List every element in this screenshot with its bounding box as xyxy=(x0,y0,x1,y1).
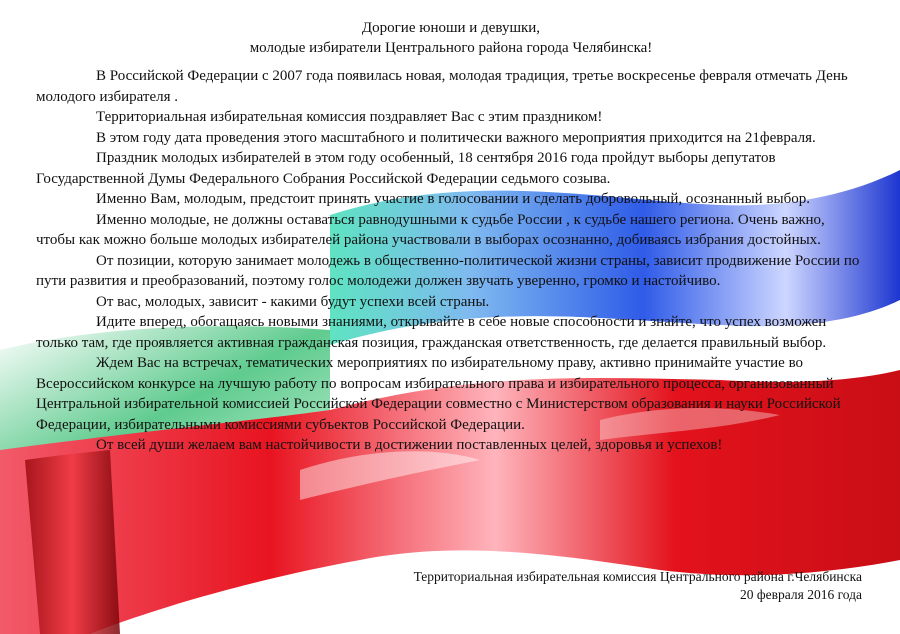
signature-date: 20 февраля 2016 года xyxy=(740,587,862,602)
flag-red-fold xyxy=(25,450,120,634)
letter-heading xyxy=(36,18,866,58)
paragraph: От позиции, которую занимает молодежь в общественно-политической жизни страны, зависит продвижение России по пути развития и преобразований, поэтому голос молодежи должен звучать уверенно, громко и настойчиво. xyxy=(36,252,860,289)
paragraph: Праздник молодых избирателей в этом году особенный, 18 сентября 2016 года пройдут выборы депутатов Государственной Думы Федерального Собрания Российской Федерации седьмого созыва. xyxy=(36,150,776,187)
heading-line-2: молодые избиратели Центрального района города Челябинска! xyxy=(249,40,653,56)
paragraph: Идите вперед, обогащаясь новыми знаниями, открывайте в себе новые способности и знайте, что успех возможен только там, где проявляется активная гражданская позиция, гражданская ответственность, где делается правильный выбор. xyxy=(36,314,827,351)
signature-org: Территориальная избирательная комиссия Центрального района г.Челябинска xyxy=(413,569,862,584)
paragraph: В этом году дата проведения этого масштабного и политически важного мероприятия приходится на 21февраля. xyxy=(96,129,816,146)
paragraph: Именно молодые, не должны оставаться равнодушными к судьбе России , к судьбе нашего региона. Очень важно, чтобы как можно больше молодых избирателей района участвовали в выборах осознанно, добиваясь избрания достойных. xyxy=(36,211,825,248)
paragraph: Именно Вам, молодым, предстоит принять участие в голосовании и сделать добровольный, осознанный выбор. xyxy=(96,191,810,207)
congratulation-letter xyxy=(36,18,866,456)
heading-line-1: Дорогие юноши и девушки, xyxy=(361,20,541,36)
letter-body xyxy=(36,66,866,456)
paragraph: Территориальная избирательная комиссия поздравляет Вас с этим праздником! xyxy=(96,109,603,125)
signature-block xyxy=(414,568,862,604)
paragraph: От всей души желаем вам настойчивости в достижении поставленных целей, здоровья и успехов! xyxy=(96,437,723,453)
paragraph: Ждем Вас на встречах, тематических мероприятиях по избирательному праву, активно принимайте участие во Всероссийском конкурсе на лучшую работу по вопросам избирательного права и избирательного процесса, организованный Центральной избирательной комиссией Российской Федерации совместно с Министерством образования и науки Российской Федерации, избирательными комиссиями субъектов Российской Федерации. xyxy=(36,355,841,433)
paragraph: От вас, молодых, зависит - какими будут успехи всей страны. xyxy=(96,293,490,310)
paragraph: В Российской Федерации с 2007 года появилась новая, молодая традиция, третье воскресенье февраля отмечать День молодого избирателя . xyxy=(36,68,848,105)
